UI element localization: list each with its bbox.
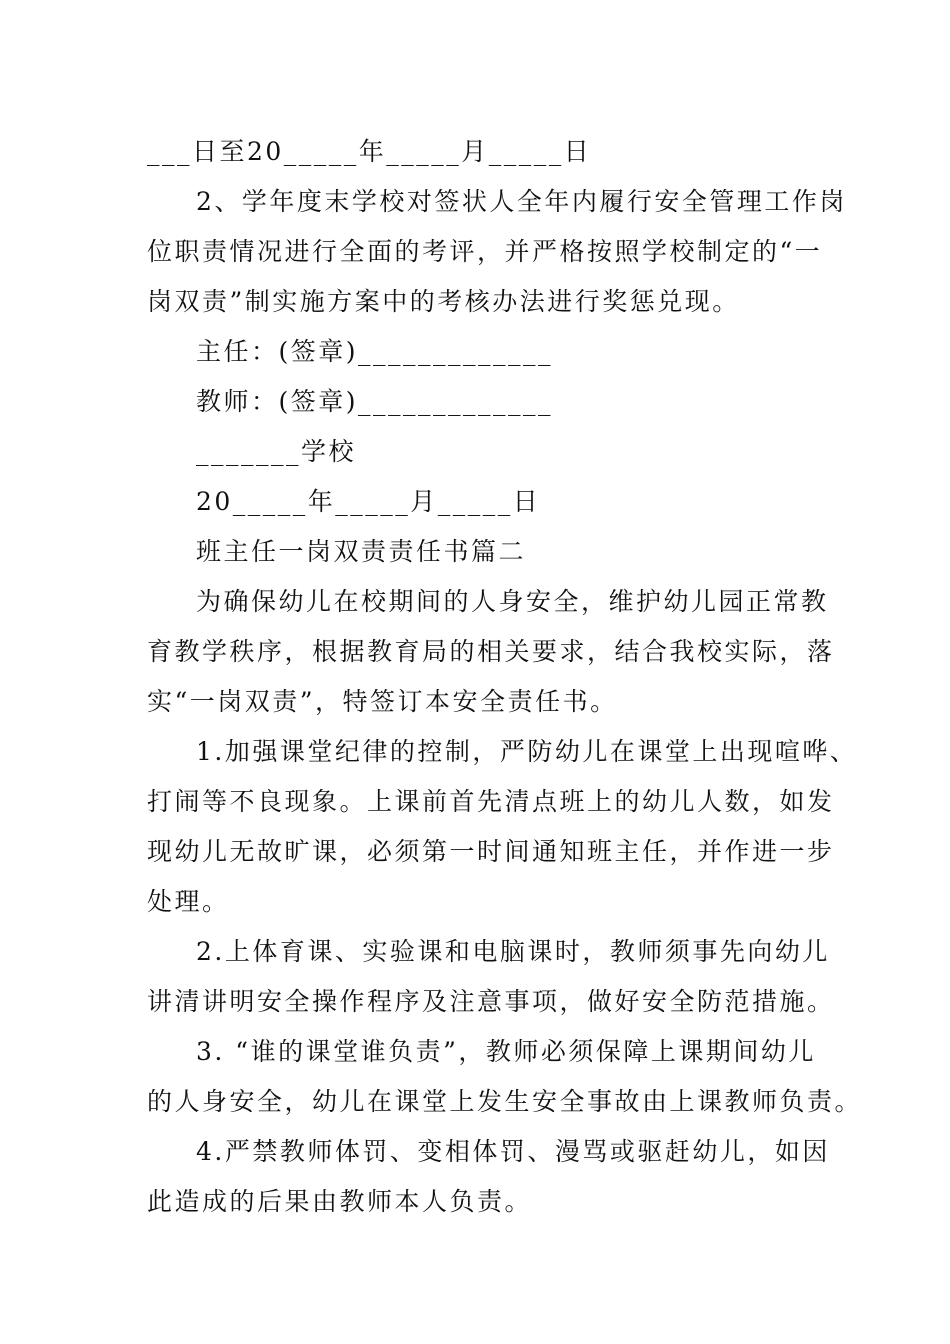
paragraph-line: 打闹等不良现象。上课前首先清点班上的幼儿人数，如发 xyxy=(147,787,835,816)
paragraph-line: 1.加强课堂纪律的控制，严防幼儿在课堂上出现喧哗、 xyxy=(196,737,858,766)
paragraph-line: 育教学秩序，根据教育局的相关要求，结合我校实际，落 xyxy=(147,637,835,666)
paragraph-line: 处理。 xyxy=(147,887,230,916)
school-line: _______学校 xyxy=(196,437,357,466)
paragraph-line: 的人身安全，幼儿在课堂上发生安全事故由上课教师负责。 xyxy=(147,1087,863,1116)
paragraph-line: 4.严禁教师体罚、变相体罚、漫骂或驱赶幼儿，如因 xyxy=(196,1137,830,1166)
paragraph-line: 为确保幼儿在校期间的人身安全，维护幼儿园正常教 xyxy=(196,587,829,616)
paragraph-line: 2.上体育课、实验课和电脑课时，教师须事先向幼儿 xyxy=(196,937,830,966)
paragraph-line: 讲清讲明安全操作程序及注意事项，做好安全防范措施。 xyxy=(147,987,835,1016)
paragraph-line: 岗双责”制实施方案中的考核办法进行奖惩兑现。 xyxy=(147,287,740,316)
signing-date-line: 20_____年_____月_____日 xyxy=(196,487,541,516)
date-range-line: ___日至20_____年_____月_____日 xyxy=(147,137,592,166)
director-signature-line: 主任：(签章)_____________ xyxy=(196,337,554,366)
paragraph-line: 2、学年度末学校对签状人全年内履行安全管理工作岗 xyxy=(196,187,847,216)
paragraph-line: 现幼儿无故旷课，必须第一时间通知班主任，并作进一步 xyxy=(147,837,835,866)
paragraph-line: 实“一岗双责”，特签订本安全责任书。 xyxy=(147,687,618,716)
paragraph-line: 3. “谁的课堂谁负责”，教师必须保障上课期间幼儿 xyxy=(196,1037,816,1066)
teacher-signature-line: 教师：(签章)_____________ xyxy=(196,387,554,416)
section-heading: 班主任一岗双责责任书篇二 xyxy=(196,537,527,566)
paragraph-line: 此造成的后果由教师本人负责。 xyxy=(147,1187,533,1216)
paragraph-line: 位职责情况进行全面的考评，并严格按照学校制定的“一 xyxy=(147,237,823,266)
